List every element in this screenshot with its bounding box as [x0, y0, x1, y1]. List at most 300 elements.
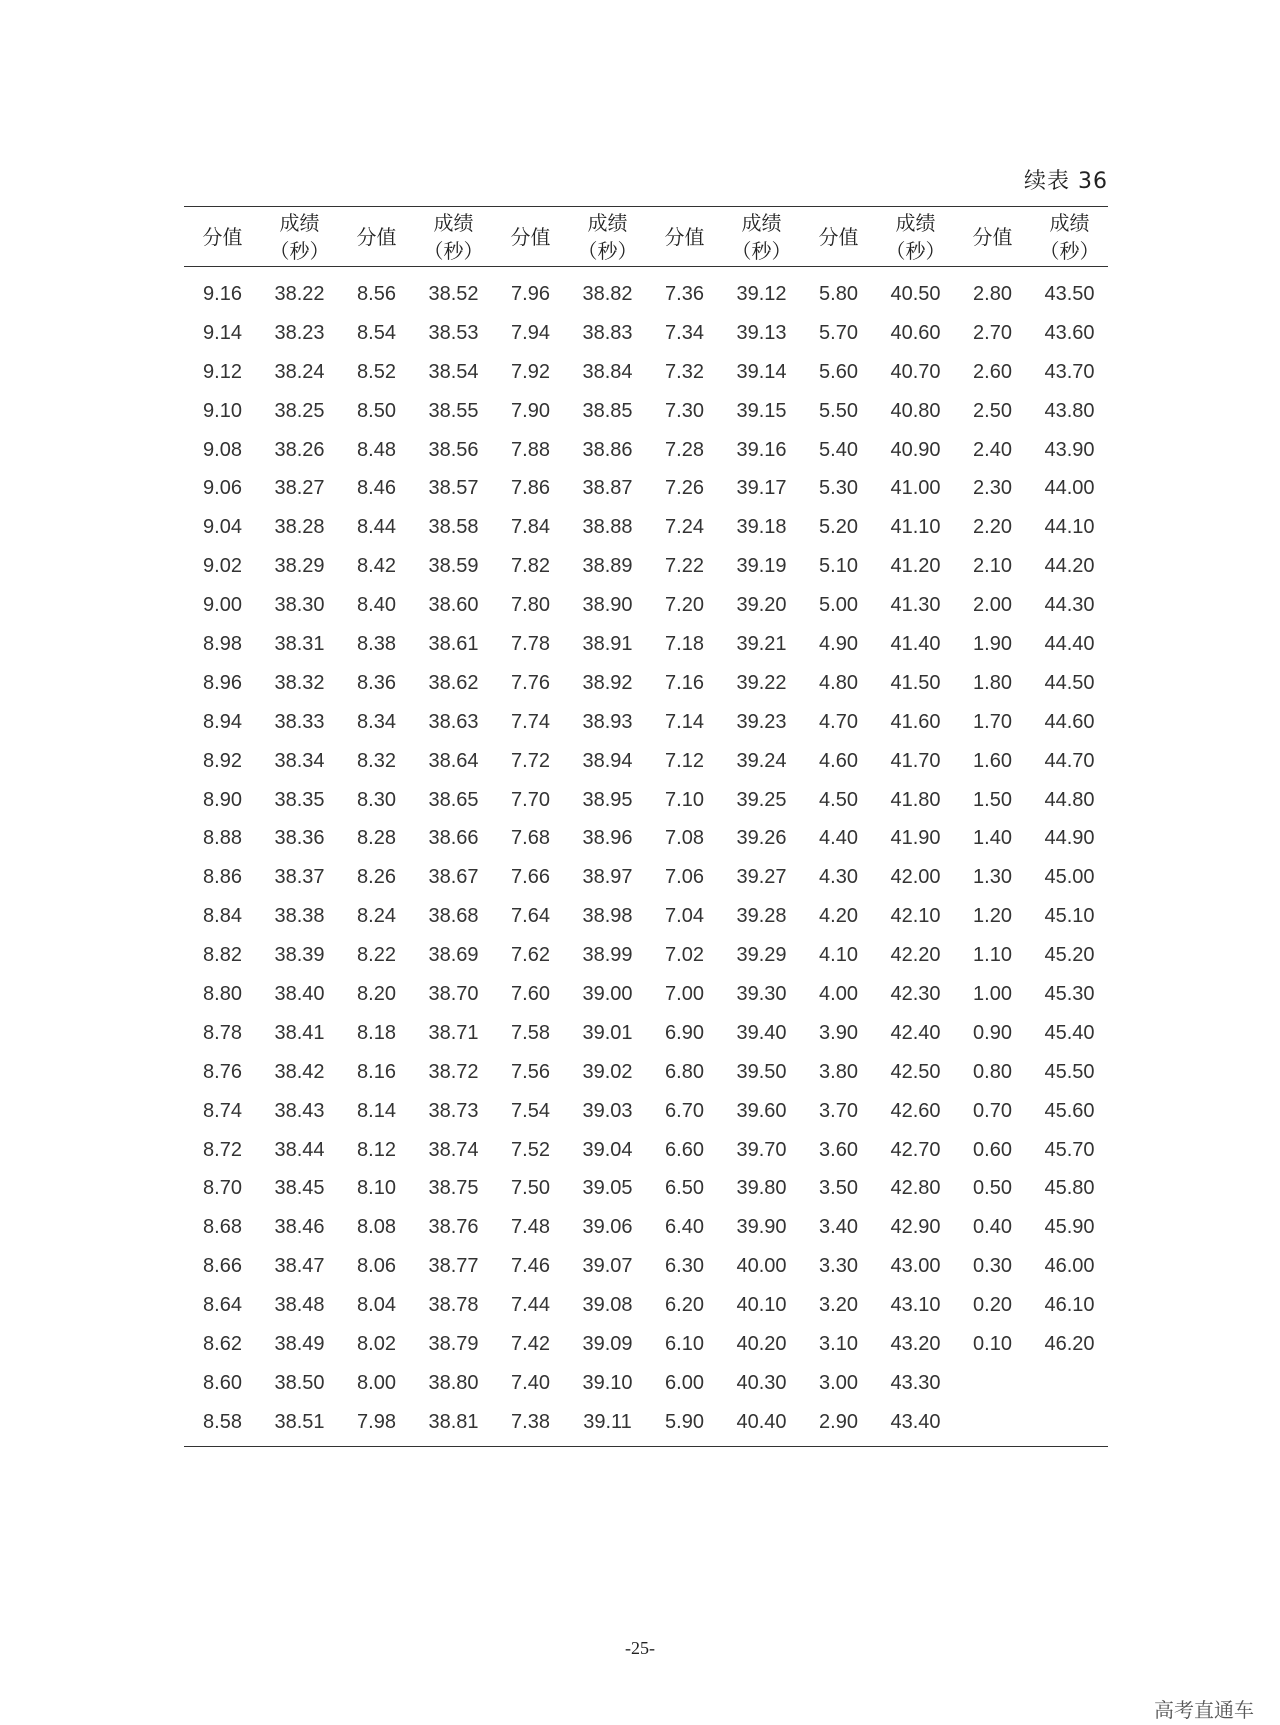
time-cell: 38.43: [274, 1099, 325, 1122]
score-cell: 8.96: [203, 671, 242, 694]
time-cell: 39.13: [736, 321, 787, 344]
score-cell: 7.66: [511, 866, 550, 889]
table-row: [184, 1286, 1108, 1325]
score-cell: 8.62: [203, 1332, 242, 1355]
time-cell: 38.31: [274, 632, 325, 655]
score-cell: 3.30: [819, 1255, 858, 1278]
score-cell: 4.20: [819, 905, 858, 928]
score-cell: 8.76: [203, 1060, 242, 1083]
score-cell: 7.26: [665, 477, 704, 500]
time-cell: 40.00: [736, 1255, 787, 1278]
time-cell: 44.20: [1044, 555, 1095, 578]
time-cell: 38.38: [274, 905, 325, 928]
time-cell: 38.30: [274, 594, 325, 617]
score-cell: 8.74: [203, 1099, 242, 1122]
time-cell: 42.80: [890, 1177, 941, 1200]
score-cell: 8.86: [203, 866, 242, 889]
time-cell: 43.10: [890, 1294, 941, 1317]
time-cell: 38.26: [274, 438, 325, 461]
time-cell: 39.40: [736, 1021, 787, 1044]
time-cell: 38.53: [428, 321, 479, 344]
score-cell: 1.20: [973, 905, 1012, 928]
score-cell: 7.50: [511, 1177, 550, 1200]
time-cell: 38.55: [428, 399, 479, 422]
score-cell: 5.80: [819, 282, 858, 305]
time-cell: 38.40: [274, 982, 325, 1005]
score-cell: 7.38: [492, 1403, 569, 1446]
time-cell: 38.83: [582, 321, 633, 344]
score-cell: 2.40: [973, 438, 1012, 461]
time-cell: 39.14: [736, 360, 787, 383]
score-cell: 8.50: [357, 399, 396, 422]
time-cell: 42.40: [890, 1021, 941, 1044]
time-cell: 38.52: [428, 282, 479, 305]
time-cell: 38.60: [428, 594, 479, 617]
score-cell: 8.28: [357, 827, 396, 850]
score-cell: 8.46: [357, 477, 396, 500]
score-cell: 0.40: [973, 1216, 1012, 1239]
score-cell: 7.78: [511, 632, 550, 655]
time-cell: 38.79: [428, 1332, 479, 1355]
header-time: 成绩 （秒）: [569, 207, 646, 267]
time-cell: 45.60: [1044, 1099, 1095, 1122]
score-cell: 8.52: [357, 360, 396, 383]
time-cell: 38.32: [274, 671, 325, 694]
score-cell: 1.30: [973, 866, 1012, 889]
time-cell: 38.56: [428, 438, 479, 461]
time-cell: 38.94: [582, 749, 633, 772]
score-cell: 5.30: [819, 477, 858, 500]
time-cell: 39.07: [582, 1255, 633, 1278]
time-cell: 38.66: [428, 827, 479, 850]
time-cell: 38.50: [274, 1371, 325, 1394]
time-cell: 39.30: [736, 982, 787, 1005]
score-cell: 4.60: [819, 749, 858, 772]
score-cell: 6.70: [665, 1099, 704, 1122]
score-cell: 7.60: [511, 982, 550, 1005]
time-cell: 40.70: [890, 360, 941, 383]
score-cell: 6.60: [665, 1138, 704, 1161]
time-cell: 38.97: [582, 866, 633, 889]
score-cell: 7.74: [511, 710, 550, 733]
score-cell: 3.70: [819, 1099, 858, 1122]
score-cell: 8.84: [203, 905, 242, 928]
score-cell: 2.30: [973, 477, 1012, 500]
score-cell: 7.04: [665, 905, 704, 928]
time-cell: 40.20: [736, 1332, 787, 1355]
score-cell: 1.10: [973, 944, 1012, 967]
time-cell: 45.00: [1044, 866, 1095, 889]
score-cell: 7.24: [665, 516, 704, 539]
score-cell: 1.70: [973, 710, 1012, 733]
score-cell: 0.80: [973, 1060, 1012, 1083]
score-cell: 8.78: [203, 1021, 242, 1044]
time-cell: 38.86: [582, 438, 633, 461]
time-cell: 39.22: [736, 671, 787, 694]
time-cell: 38.92: [582, 671, 633, 694]
score-cell: 7.32: [665, 360, 704, 383]
score-cell: 5.10: [819, 555, 858, 578]
time-cell: 38.61: [428, 632, 479, 655]
time-cell: 38.25: [274, 399, 325, 422]
score-cell: 3.00: [819, 1371, 858, 1394]
time-cell: 38.74: [428, 1138, 479, 1161]
score-cell: 4.80: [819, 671, 858, 694]
table-row: [184, 742, 1108, 781]
score-cell: 8.42: [357, 555, 396, 578]
score-cell: 8.48: [357, 438, 396, 461]
header-time: 成绩 （秒）: [415, 207, 492, 267]
time-cell: 39.60: [736, 1099, 787, 1122]
time-cell: 42.10: [890, 905, 941, 928]
score-cell: 8.22: [357, 944, 396, 967]
score-cell: 5.60: [819, 360, 858, 383]
time-cell: 42.60: [890, 1099, 941, 1122]
time-cell: 38.68: [428, 905, 479, 928]
time-cell: [1031, 1403, 1108, 1446]
score-cell: 2.80: [973, 282, 1012, 305]
time-cell: 45.90: [1044, 1216, 1095, 1239]
score-cell: 3.10: [819, 1332, 858, 1355]
time-cell: 44.90: [1044, 827, 1095, 850]
score-cell: 7.86: [511, 477, 550, 500]
time-cell: 40.40: [723, 1403, 800, 1446]
time-cell: 38.69: [428, 944, 479, 967]
score-cell: 7.20: [665, 594, 704, 617]
score-cell: 7.98: [338, 1403, 415, 1446]
table-row: [184, 1014, 1108, 1053]
table-row: [184, 936, 1108, 975]
score-cell: 0.60: [973, 1138, 1012, 1161]
header-score: 分值: [800, 207, 877, 267]
time-cell: 40.10: [736, 1294, 787, 1317]
time-cell: 43.70: [1044, 360, 1095, 383]
time-cell: 41.60: [890, 710, 941, 733]
table-row: [184, 469, 1108, 508]
score-cell: 8.64: [203, 1294, 242, 1317]
score-cell: 9.12: [203, 360, 242, 383]
score-cell: 8.80: [203, 982, 242, 1005]
header-time: 成绩 （秒）: [877, 207, 954, 267]
time-cell: 38.33: [274, 710, 325, 733]
table-row: [184, 975, 1108, 1014]
score-cell: 6.50: [665, 1177, 704, 1200]
score-cell: 1.90: [973, 632, 1012, 655]
time-cell: 38.23: [274, 321, 325, 344]
score-cell: 4.40: [819, 827, 858, 850]
score-cell: 8.04: [357, 1294, 396, 1317]
score-cell: 2.00: [973, 594, 1012, 617]
time-cell: 38.36: [274, 827, 325, 850]
time-cell: 38.39: [274, 944, 325, 967]
time-cell: 43.80: [1044, 399, 1095, 422]
time-cell: 38.45: [274, 1177, 325, 1200]
score-cell: 8.02: [357, 1332, 396, 1355]
time-cell: 42.50: [890, 1060, 941, 1083]
score-cell: 3.20: [819, 1294, 858, 1317]
time-cell: 40.50: [890, 282, 941, 305]
score-cell: 8.92: [203, 749, 242, 772]
table-row: [184, 625, 1108, 664]
score-cell: 8.60: [203, 1371, 242, 1394]
time-cell: [1031, 1364, 1108, 1403]
time-cell: 38.91: [582, 632, 633, 655]
time-cell: 39.28: [736, 905, 787, 928]
time-cell: 38.71: [428, 1021, 479, 1044]
time-cell: 39.15: [736, 399, 787, 422]
score-cell: 3.50: [819, 1177, 858, 1200]
time-cell: 38.77: [428, 1255, 479, 1278]
score-cell: 7.88: [511, 438, 550, 461]
score-cell: 9.02: [203, 555, 242, 578]
score-cell: 8.40: [357, 594, 396, 617]
time-cell: 38.88: [582, 516, 633, 539]
time-cell: 39.27: [736, 866, 787, 889]
header-time: 成绩 （秒）: [723, 207, 800, 267]
score-cell: 2.10: [973, 555, 1012, 578]
time-cell: 46.00: [1044, 1255, 1095, 1278]
score-cell: 8.44: [357, 516, 396, 539]
table-row: [184, 267, 1108, 314]
score-cell: 6.80: [665, 1060, 704, 1083]
time-cell: 38.73: [428, 1099, 479, 1122]
time-cell: 44.30: [1044, 594, 1095, 617]
time-cell: 41.70: [890, 749, 941, 772]
table-row: [184, 1403, 1108, 1446]
score-cell: 3.60: [819, 1138, 858, 1161]
score-cell: 2.50: [973, 399, 1012, 422]
score-cell: 5.00: [819, 594, 858, 617]
score-cell: 0.20: [973, 1294, 1012, 1317]
time-cell: 38.27: [274, 477, 325, 500]
score-cell: 8.18: [357, 1021, 396, 1044]
time-cell: 39.26: [736, 827, 787, 850]
score-cell: 7.64: [511, 905, 550, 928]
score-cell: 9.06: [203, 477, 242, 500]
score-cell: 7.36: [665, 282, 704, 305]
score-cell: 8.30: [357, 788, 396, 811]
score-cell: 7.12: [665, 749, 704, 772]
score-cell: 7.28: [665, 438, 704, 461]
score-cell: 1.40: [973, 827, 1012, 850]
time-cell: 38.82: [582, 282, 633, 305]
score-cell: 8.00: [357, 1371, 396, 1394]
time-cell: 43.20: [890, 1332, 941, 1355]
score-cell: 3.90: [819, 1021, 858, 1044]
score-cell: 7.92: [511, 360, 550, 383]
table-row: [184, 392, 1108, 431]
time-cell: 43.90: [1044, 438, 1095, 461]
time-cell: 38.85: [582, 399, 633, 422]
score-cell: 8.68: [203, 1216, 242, 1239]
score-cell: 2.90: [800, 1403, 877, 1446]
score-cell: 6.40: [665, 1216, 704, 1239]
time-cell: 39.09: [582, 1332, 633, 1355]
score-cell: 7.94: [511, 321, 550, 344]
time-cell: 40.90: [890, 438, 941, 461]
score-cell: 4.70: [819, 710, 858, 733]
score-cell: 7.16: [665, 671, 704, 694]
time-cell: 39.05: [582, 1177, 633, 1200]
time-cell: 38.65: [428, 788, 479, 811]
time-cell: 39.50: [736, 1060, 787, 1083]
time-cell: 43.60: [1044, 321, 1095, 344]
table-row: [184, 431, 1108, 470]
time-cell: 38.89: [582, 555, 633, 578]
score-cell: 8.20: [357, 982, 396, 1005]
time-cell: 38.51: [261, 1403, 338, 1446]
time-cell: 39.16: [736, 438, 787, 461]
time-cell: 38.57: [428, 477, 479, 500]
header-score: 分值: [954, 207, 1031, 267]
score-cell: 6.10: [665, 1332, 704, 1355]
score-cell: 0.90: [973, 1021, 1012, 1044]
time-cell: 43.00: [890, 1255, 941, 1278]
score-cell: 7.42: [511, 1332, 550, 1355]
time-cell: 43.30: [890, 1371, 941, 1394]
time-cell: 38.99: [582, 944, 633, 967]
score-cell: 7.30: [665, 399, 704, 422]
score-cell: 8.32: [357, 749, 396, 772]
time-cell: 38.24: [274, 360, 325, 383]
time-cell: 38.70: [428, 982, 479, 1005]
header-score: 分值: [338, 207, 415, 267]
time-cell: 38.95: [582, 788, 633, 811]
time-cell: 38.49: [274, 1332, 325, 1355]
time-cell: 45.20: [1044, 944, 1095, 967]
score-cell: 4.00: [819, 982, 858, 1005]
time-cell: 39.25: [736, 788, 787, 811]
time-cell: 42.20: [890, 944, 941, 967]
time-cell: 39.08: [582, 1294, 633, 1317]
watermark: 高考直通车: [1154, 1698, 1254, 1722]
time-cell: 45.70: [1044, 1138, 1095, 1161]
time-cell: 46.10: [1044, 1294, 1095, 1317]
score-cell: 7.84: [511, 516, 550, 539]
time-cell: 45.40: [1044, 1021, 1095, 1044]
score-cell: 8.72: [203, 1138, 242, 1161]
score-cell: 9.14: [203, 321, 242, 344]
score-cell: 9.00: [203, 594, 242, 617]
score-cell: 7.82: [511, 555, 550, 578]
time-cell: 41.10: [890, 516, 941, 539]
score-cell: 7.22: [665, 555, 704, 578]
time-cell: 44.00: [1044, 477, 1095, 500]
time-cell: 39.80: [736, 1177, 787, 1200]
time-cell: 38.75: [428, 1177, 479, 1200]
score-cell: 7.90: [511, 399, 550, 422]
score-cell: 4.50: [819, 788, 858, 811]
score-cell: 9.08: [203, 438, 242, 461]
time-cell: 39.06: [582, 1216, 633, 1239]
score-cell: 7.18: [665, 632, 704, 655]
time-cell: 43.50: [1044, 282, 1095, 305]
score-cell: 6.20: [665, 1294, 704, 1317]
score-cell: 6.00: [665, 1371, 704, 1394]
score-cell: 7.62: [511, 944, 550, 967]
table-row: [184, 1325, 1108, 1364]
score-cell: 7.96: [511, 282, 550, 305]
score-cell: 8.56: [357, 282, 396, 305]
score-cell: 2.60: [973, 360, 1012, 383]
score-cell: 8.10: [357, 1177, 396, 1200]
table-row: [184, 1208, 1108, 1247]
table-row: [184, 664, 1108, 703]
time-cell: 39.21: [736, 632, 787, 655]
time-cell: 38.37: [274, 866, 325, 889]
score-cell: 8.16: [357, 1060, 396, 1083]
score-cell: 5.70: [819, 321, 858, 344]
time-cell: 38.48: [274, 1294, 325, 1317]
score-cell: 8.08: [357, 1216, 396, 1239]
score-cell: 7.48: [511, 1216, 550, 1239]
score-cell: 8.94: [203, 710, 242, 733]
score-cell: 8.58: [184, 1403, 261, 1446]
score-cell: 8.14: [357, 1099, 396, 1122]
time-cell: 38.41: [274, 1021, 325, 1044]
score-cell: 5.20: [819, 516, 858, 539]
time-cell: 44.10: [1044, 516, 1095, 539]
time-cell: 39.90: [736, 1216, 787, 1239]
time-cell: 39.18: [736, 516, 787, 539]
score-cell: 2.70: [973, 321, 1012, 344]
time-cell: 42.90: [890, 1216, 941, 1239]
score-cell: 8.24: [357, 905, 396, 928]
score-cell: 7.46: [511, 1255, 550, 1278]
score-cell: 7.14: [665, 710, 704, 733]
time-cell: 41.30: [890, 594, 941, 617]
score-cell: 8.70: [203, 1177, 242, 1200]
score-cell: 5.90: [646, 1403, 723, 1446]
time-cell: 41.80: [890, 788, 941, 811]
time-cell: 38.72: [428, 1060, 479, 1083]
score-cell: 7.80: [511, 594, 550, 617]
time-cell: 39.02: [582, 1060, 633, 1083]
time-cell: 41.90: [890, 827, 941, 850]
time-cell: 38.81: [415, 1403, 492, 1446]
time-cell: 44.50: [1044, 671, 1095, 694]
header-score: 分值: [492, 207, 569, 267]
time-cell: 41.20: [890, 555, 941, 578]
score-cell: 8.90: [203, 788, 242, 811]
score-cell: 1.60: [973, 749, 1012, 772]
score-cell: 7.56: [511, 1060, 550, 1083]
time-cell: 38.47: [274, 1255, 325, 1278]
time-cell: 46.20: [1044, 1332, 1095, 1355]
time-cell: 39.03: [582, 1099, 633, 1122]
time-cell: 41.00: [890, 477, 941, 500]
time-cell: 38.76: [428, 1216, 479, 1239]
score-cell: 8.98: [203, 632, 242, 655]
time-cell: 38.44: [274, 1138, 325, 1161]
time-cell: 38.42: [274, 1060, 325, 1083]
score-cell: 7.00: [665, 982, 704, 1005]
score-cell: 4.90: [819, 632, 858, 655]
score-cell: 0.30: [973, 1255, 1012, 1278]
table-row: [184, 1247, 1108, 1286]
time-cell: 38.35: [274, 788, 325, 811]
table-row: [184, 897, 1108, 936]
score-cell: 8.54: [357, 321, 396, 344]
table-row: [184, 353, 1108, 392]
score-cell: 2.20: [973, 516, 1012, 539]
table-row: [184, 1364, 1108, 1403]
time-cell: 42.30: [890, 982, 941, 1005]
time-cell: 39.29: [736, 944, 787, 967]
table-row: [184, 703, 1108, 742]
score-cell: 8.06: [357, 1255, 396, 1278]
time-cell: 39.10: [582, 1371, 633, 1394]
